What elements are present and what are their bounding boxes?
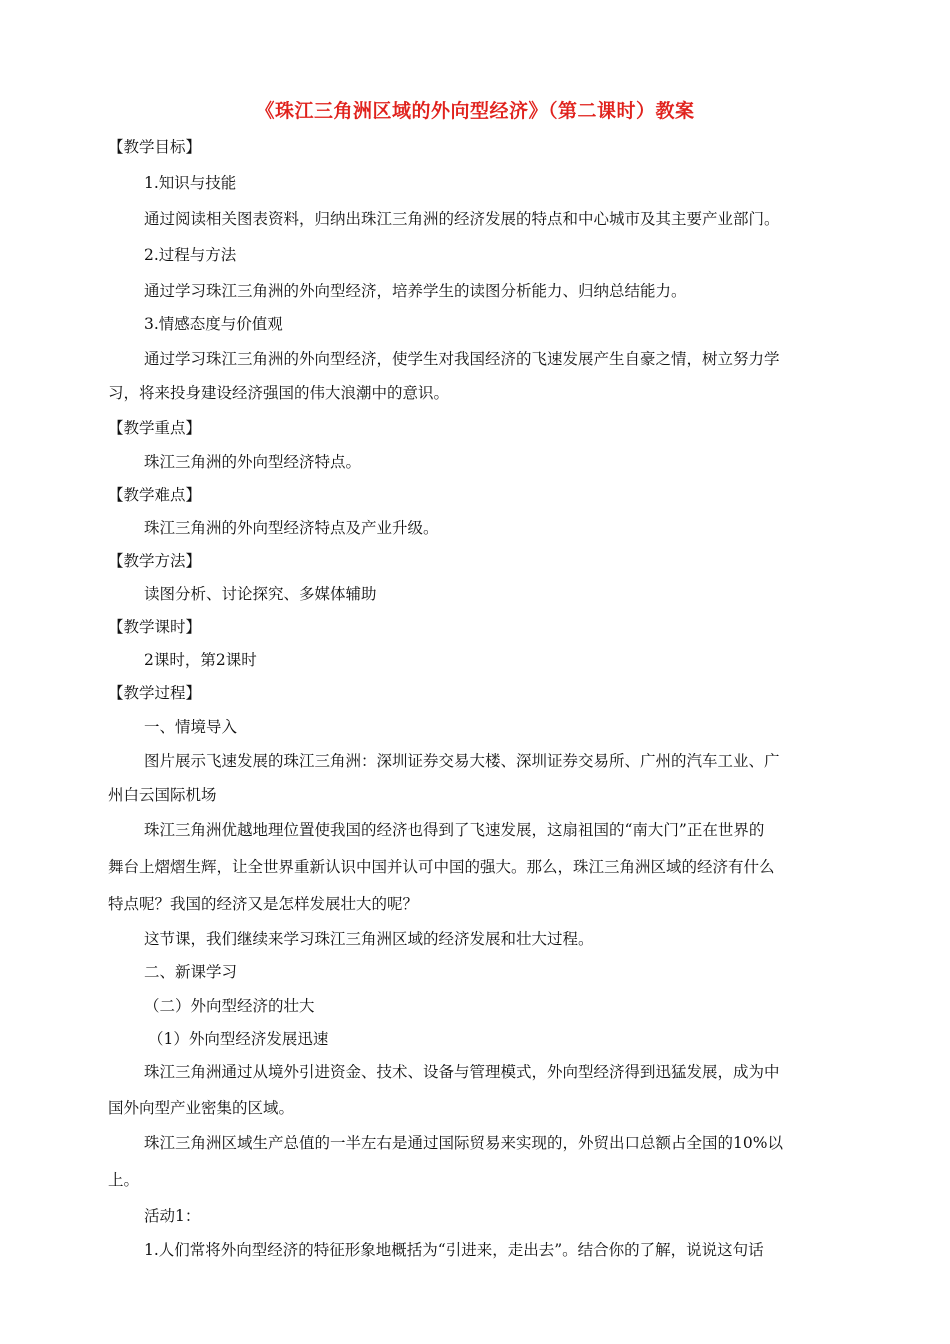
paragraph-line: 国外向型产业密集的区域。 bbox=[108, 1099, 295, 1117]
paragraph-line: 通过学习珠江三角洲的外向型经济，培养学生的读图分析能力、归纳总结能力。 bbox=[144, 282, 687, 300]
subheading-process: 2.过程与方法 bbox=[144, 246, 237, 264]
subheading-new-lesson: 二、新课学习 bbox=[144, 963, 238, 981]
paragraph-line: 珠江三角洲区域生产总值的一半左右是通过国际贸易来实现的，外贸出口总额占全国的10%以 bbox=[144, 1134, 783, 1152]
paragraph-line: 特点呢？我国的经济又是怎样发展壮大的呢？ bbox=[108, 895, 419, 913]
subheading-attitude: 3.情感态度与价值观 bbox=[144, 315, 283, 333]
subheading-intro: 一、情境导入 bbox=[144, 718, 238, 736]
paragraph-line: 珠江三角洲的外向型经济特点。 bbox=[144, 453, 362, 471]
paragraph-line: 上。 bbox=[108, 1171, 140, 1189]
section-heading-process: 【教学过程】 bbox=[108, 684, 202, 702]
paragraph-line: 2课时，第2课时 bbox=[144, 651, 257, 669]
paragraph-line: 图片展示飞速发展的珠江三角洲：深圳证券交易大楼、深圳证券交易所、广州的汽车工业、广 bbox=[144, 752, 780, 770]
paragraph-line: 州白云国际机场 bbox=[108, 786, 217, 804]
paragraph-line: 珠江三角洲优越地理位置使我国的经济也得到了飞速发展，这扇祖国的“南大门”正在世界的 bbox=[144, 821, 765, 839]
paragraph-line: 这节课，我们继续来学习珠江三角洲区域的经济发展和壮大过程。 bbox=[144, 930, 594, 948]
paragraph-line: 读图分析、讨论探究、多媒体辅助 bbox=[144, 585, 377, 603]
paragraph-line: 习，将来投身建设经济强国的伟大浪潮中的意识。 bbox=[108, 384, 450, 402]
section-heading-objectives: 【教学目标】 bbox=[108, 138, 202, 156]
section-heading-difficulties: 【教学难点】 bbox=[108, 486, 202, 504]
section-heading-key-points: 【教学重点】 bbox=[108, 419, 202, 437]
section-heading-periods: 【教学课时】 bbox=[108, 618, 202, 636]
subheading-knowledge: 1.知识与技能 bbox=[144, 174, 237, 192]
paragraph-line: 珠江三角洲的外向型经济特点及产业升级。 bbox=[144, 519, 439, 537]
activity-label: 活动1： bbox=[144, 1207, 201, 1225]
paragraph-line: 通过学习珠江三角洲的外向型经济，使学生对我国经济的飞速发展产生自豪之情，树立努力学 bbox=[144, 350, 780, 368]
paragraph-line: 通过阅读相关图表资料，归纳出珠江三角洲的经济发展的特点和中心城市及其主要产业部门。 bbox=[144, 210, 780, 228]
paragraph-line: 舞台上熠熠生辉，让全世界重新认识中国并认可中国的强大。那么，珠江三角洲区域的经济有什么 bbox=[108, 858, 775, 876]
section-heading-methods: 【教学方法】 bbox=[108, 552, 202, 570]
document-title: 《珠江三角洲区域的外向型经济》（第二课时）教案 bbox=[255, 100, 695, 122]
subheading-growth: （二）外向型经济的壮大 bbox=[144, 997, 315, 1015]
paragraph-line: 1.人们常将外向型经济的特征形象地概括为“引进来，走出去”。结合你的了解，说说这句话 bbox=[144, 1241, 764, 1259]
subheading-rapid-development: （1）外向型经济发展迅速 bbox=[148, 1030, 329, 1048]
paragraph-line: 珠江三角洲通过从境外引进资金、技术、设备与管理模式，外向型经济得到迅猛发展，成为中 bbox=[144, 1063, 780, 1081]
